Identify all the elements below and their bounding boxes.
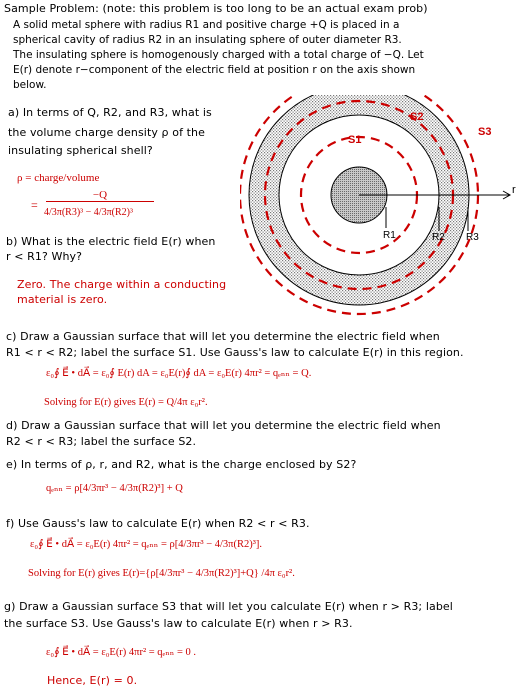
question-a-line: a) In terms of Q, R2, and R3, what is (8, 106, 212, 119)
concentric-spheres-diagram (240, 95, 524, 335)
answer-a-definition: ρ = charge/volume (17, 172, 100, 184)
label-r2: R2 (432, 232, 445, 243)
intro-line: below. (13, 79, 47, 91)
intro-line: The insulating sphere is homogenously charged with a total charge of −Q. Let (13, 49, 424, 61)
label-s3: S3 (478, 126, 492, 138)
question-e: e) In terms of ρ, r, and R2, what is the charge enclosed by S2? (6, 458, 357, 471)
answer-g-equation: ε₀∮ E⃗ • dA⃗ = ε₀E(r) 4πr² = qₑₙₙ = 0 . (46, 647, 196, 658)
intro-line: A solid metal sphere with radius R1 and positive charge +Q is placed in a (13, 19, 400, 31)
answer-a-equals: = (31, 198, 38, 212)
label-r1: R1 (383, 230, 396, 241)
answer-c-result: Solving for E(r) gives E(r) = Q/4π ε₀r². (44, 397, 208, 408)
question-g-line: the surface S3. Use Gauss's law to calculate E(r) when r > R3. (4, 617, 353, 630)
intro-line: E(r) denote r−component of the electric field at position r on the axis shown (13, 64, 416, 76)
answer-b-line: material is zero. (17, 293, 108, 306)
answer-e: qₑₙₙ = ρ[4/3πr³ − 4/3π(R2)³] + Q (46, 483, 183, 494)
label-s2: S2 (410, 111, 424, 123)
question-c-line: c) Draw a Gaussian surface that will let you determine the electric field when (6, 330, 440, 343)
question-g-line: g) Draw a Gaussian surface S3 that will let you calculate E(r) when r > R3; label (4, 600, 453, 613)
question-d-line: R2 < r < R3; label the surface S2. (6, 435, 197, 448)
question-a-line: insulating spherical shell? (8, 144, 153, 157)
label-r3: R3 (466, 232, 479, 243)
question-c-line: R1 < r < R2; label the surface S1. Use Gauss's law to calculate E(r) in this region. (6, 346, 464, 359)
answer-f-result: Solving for E(r) gives E(r)={ρ[4/3πr³ − 4/3π(R2)³]+Q} /4π ε₀r². (28, 568, 295, 579)
answer-a-numerator: −Q (46, 189, 154, 202)
answer-b-line: Zero. The charge within a conducting (17, 278, 227, 291)
answer-a-denominator: 4/3π(R3)³ − 4/3π(R2)³ (44, 207, 133, 218)
question-f: f) Use Gauss's law to calculate E(r) when R2 < r < R3. (6, 517, 310, 530)
answer-g-result: Hence, E(r) = 0. (47, 674, 138, 687)
question-b-line: b) What is the electric field E(r) when (6, 235, 216, 248)
page-title: Sample Problem: (note: this problem is too long to be an actual exam prob) (4, 2, 428, 15)
intro-line: spherical cavity of radius R2 in an insulating sphere of outer diameter R3. (13, 34, 402, 46)
answer-f-equation: ε₀∮ E⃗ • dA⃗ = ε₀E(r) 4πr² = qₑₙₙ = ρ[4/3πr³ − 4/3π(R2)³]. (30, 539, 262, 550)
label-r: r (512, 184, 516, 196)
label-s1: S1 (348, 134, 362, 146)
question-a-line: the volume charge density ρ of the (8, 126, 205, 139)
question-b-line: r < R1? Why? (6, 250, 83, 263)
question-d-line: d) Draw a Gaussian surface that will let you determine the electric field when (6, 419, 441, 432)
answer-c-equation: ε₀∮ E⃗ • dA⃗ = ε₀∮ E(r) dA = ε₀E(r)∮ dA = ε₀E(r) 4πr² = qₑₙₙ = Q. (46, 368, 312, 379)
